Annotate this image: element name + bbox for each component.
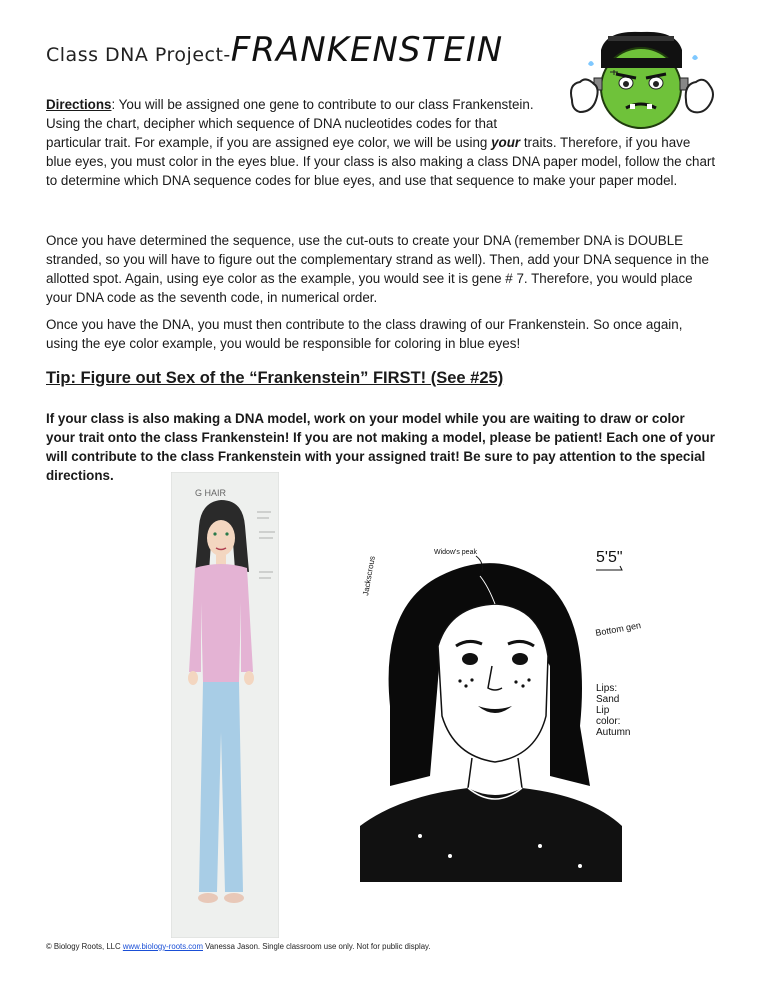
directions-paragraph: [46, 95, 716, 190]
directions-continued: particular trait. For example, if you are assigned eye color, we will be using your traits. Therefore, if you have blue eyes, you must color in the eyes blue. If your class is also making a class DNA paper model, follow the chart to determine which DNA sequence codes for blue eyes, and use that sequence to make your paper model.: [46, 135, 716, 188]
emphasis-your: your: [491, 135, 521, 150]
widows-peak-annotation: Widow's peak: [434, 549, 477, 556]
sequence-paragraph: Once you have determined the sequence, use the cut-outs to create your DNA (remember DNA is DOUBLE stranded, so you will have to figure out the complementary strand as well). Then, add your DNA sequence in the allotted spot. Again, using eye color as the example, you would see it is gene # 7. Therefore, you would place your DNA code as the seventh code, in numerical order.: [46, 233, 709, 305]
footer-link[interactable]: www.biology-roots.com: [122, 942, 203, 951]
directions-first-lines: Directions: You will be assigned one gene to contribute to our class Frankenstein. Using the chart, decipher which sequence of DNA nucleotides codes for that: [46, 97, 534, 131]
title-prefix: Class DNA Project-: [46, 44, 231, 66]
drawing-paragraph: Once you have the DNA, you must then contribute to the class drawing of our Frankenstein. So once again, using the eye color example, you would be responsible for coloring in blue eyes!: [46, 317, 683, 351]
model-instructions: If your class is also making a DNA model, work on your model while you are waiting to draw or color your trait onto the class Frankenstein! If you are not making a model, please be patient! Each one of your will contribute to the class Frankenstein with your assigned trait! Be sure to pay attention to the special directions.: [46, 411, 715, 483]
title-main: FRANKENSTEIN: [230, 30, 504, 70]
height-annotation: 5'5": [596, 549, 623, 566]
bottom-note: Bottom gen: [594, 620, 642, 638]
portrait-drawing-photo: [360, 526, 642, 882]
lips-annotation: Lips: Sand Lip color: Autumn: [596, 683, 631, 738]
photo-label: G HAIR: [195, 488, 227, 498]
directions-label: Directions: [46, 97, 112, 112]
footer-copyright: © Biology Roots, LLC www.biology-roots.com Vanessa Jason. Single classroom use only. Not for public display.: [46, 942, 431, 951]
page-title: [46, 30, 503, 70]
side-annotation: Jackscrous: [361, 555, 377, 597]
tip-heading: Tip: Figure out Sex of the “Frankenstein” FIRST! (See #25): [46, 369, 504, 387]
full-body-drawing-photo: [171, 472, 279, 938]
